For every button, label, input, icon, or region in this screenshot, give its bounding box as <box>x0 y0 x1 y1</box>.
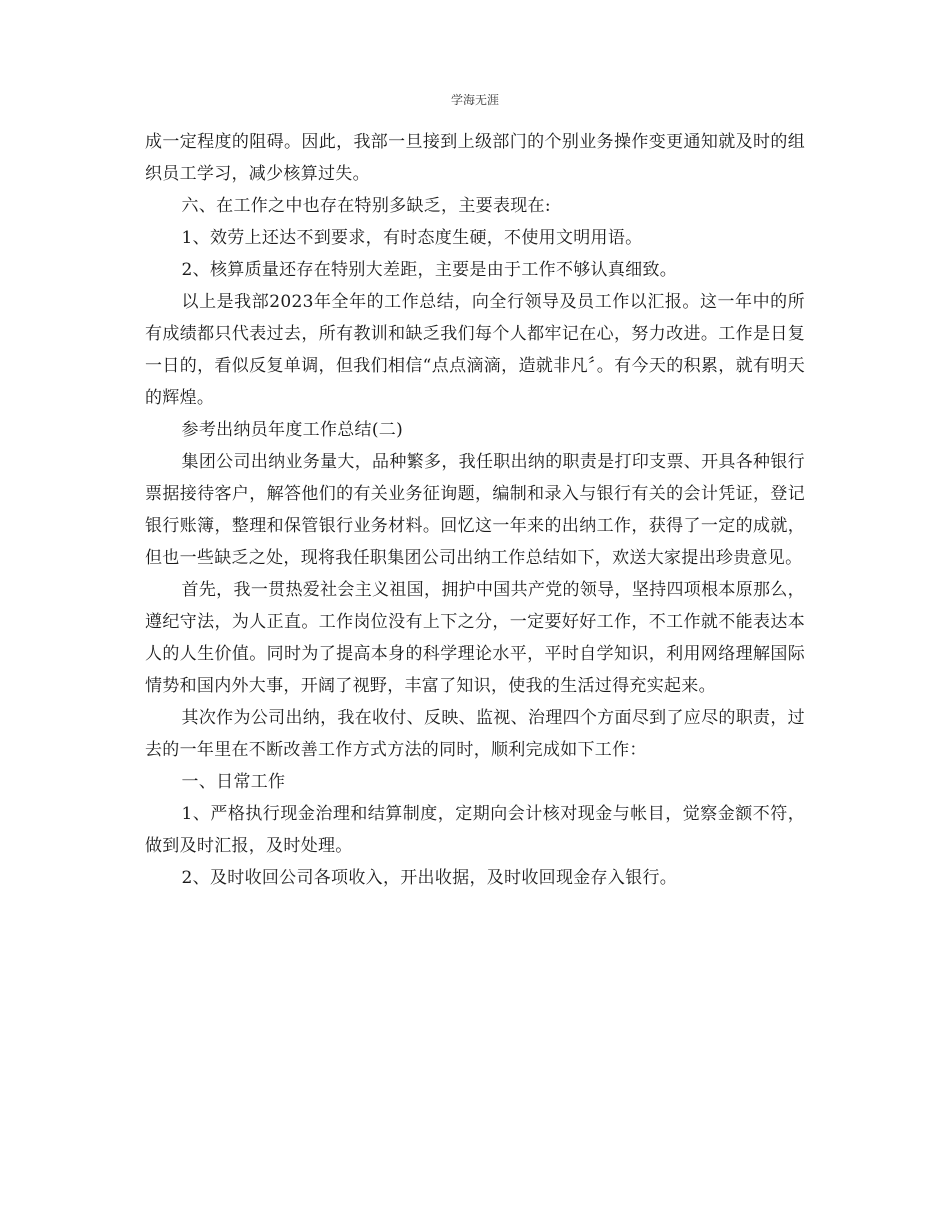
section-heading: 一、日常工作 <box>181 772 286 792</box>
page-header: 学海无涯 <box>450 93 499 107</box>
paragraph: 以上是我部2023年全年的工作总结，向全行领导及员工作以汇报。这一年中的所有成绩都只代表过去，所有教训和缺乏我们每个人都牢记在心，努力改进。工作是日复一日的，看似反复单调，但我们相信“点点滴滴，造就非凡〞。有今天的积累，就有明天的辉煌。 <box>145 292 805 408</box>
document-body <box>145 126 805 894</box>
paragraph: 集团公司出纳业务量大，品种繁多，我任职出纳的职责是打印支票、开具各种银行票据接待客户，解答他们的有关业务征询题，编制和录入与银行有关的会计凭证，登记银行账簿，整理和保管银行业务材料。回忆这一年来的出纳工作，获得了一定的成就，但也一些缺乏之处，现将我任职集团公司出纳工作总结如下，欢送大家提出珍贵意见。 <box>145 452 805 568</box>
paragraph: 2、及时收回公司各项收入，开出收据，及时收回现金存入银行。 <box>181 868 678 888</box>
section-heading: 参考出纳员年度工作总结(二) <box>181 420 404 440</box>
paragraph: 首先，我一贯热爱社会主义祖国，拥护中国共产党的领导，坚持四项根本原那么，遵纪守法，为人正直。工作岗位没有上下之分，一定要好好工作，不工作就不能表达本人的人生价值。同时为了提高本身的科学理论水平，平时自学知识，利用网络理解国际情势和国内外大事，开阔了视野，丰富了知识，使我的生活过得充实起来。 <box>145 580 805 696</box>
paragraph: 成一定程度的阻碍。因此，我部一旦接到上级部门的个别业务操作变更通知就及时的组织员工学习，减少核算过失。 <box>145 132 805 184</box>
paragraph: 2、核算质量还存在特别大差距，主要是由于工作不够认真细致。 <box>181 260 678 280</box>
paragraph: 其次作为公司出纳，我在收付、反映、监视、治理四个方面尽到了应尽的职责，过去的一年里在不断改善工作方式方法的同时，顺利完成如下工作： <box>145 708 805 760</box>
paragraph: 六、在工作之中也存在特别多缺乏，主要表现在: <box>181 196 551 216</box>
paragraph: 1、效劳上还达不到要求，有时态度生硬，不使用文明用语。 <box>181 228 643 248</box>
paragraph: 1、严格执行现金治理和结算制度，定期向会计核对现金与帐目，觉察金额不符，做到及时汇报，及时处理。 <box>145 804 805 856</box>
